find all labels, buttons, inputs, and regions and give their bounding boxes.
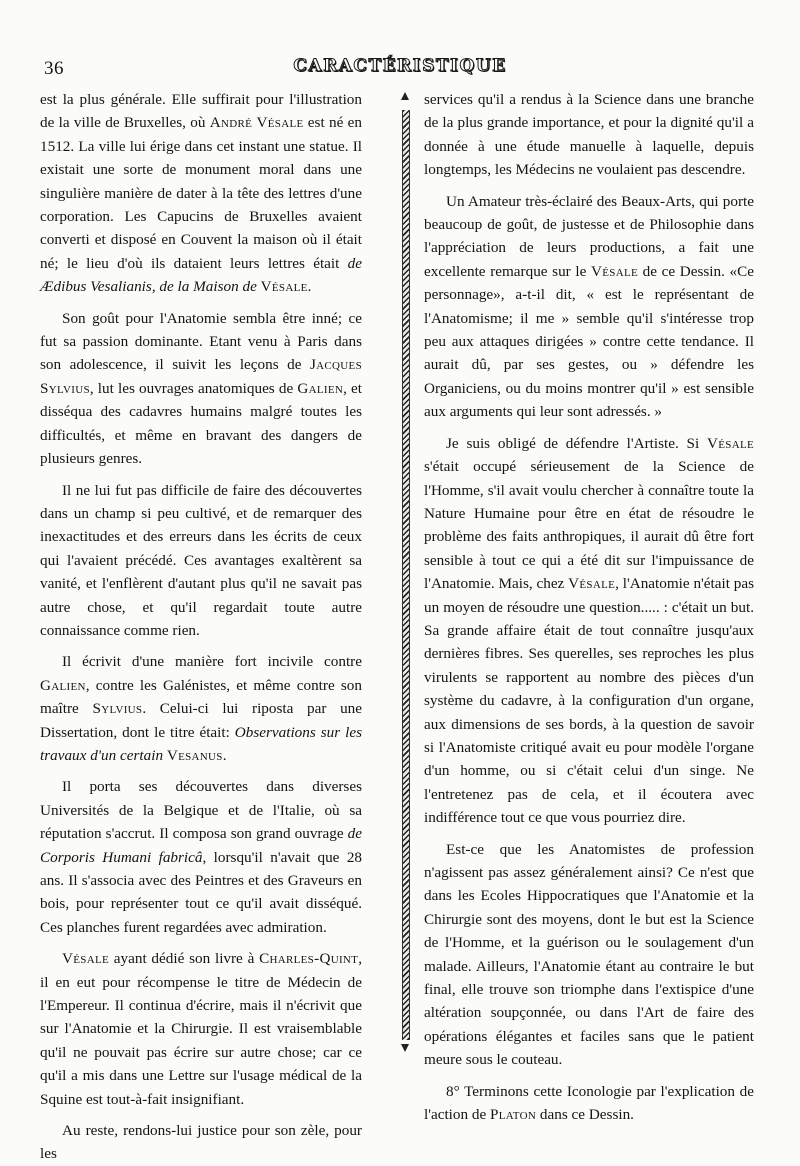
text: . <box>307 278 312 296</box>
work-title: Observations sur les travaux d'un certain <box>40 723 362 764</box>
divider-finial-top <box>401 92 409 100</box>
text: Son goût pour l'Anatomie sembla être inné; ce fut sa passion dominante. Etant venu à Paris dans son adolescence, il suivit les leçons de <box>40 309 362 374</box>
paragraph: Il ne lui fut pas difficile de faire des découvertes dans un champ si peu cultivé, et de remarquer des inexactitudes et des erreurs dans les écrits de ceux qui l'avaient précédé. Ces avantages exaltèrent sa vanité, et l'enflèrent d'autant plus qu'il ne savait pas autre chose, et qu'il regardait toute autre connaissance comme rien. <box>40 481 362 639</box>
text: Il porta ses découvertes dans diverses Universités de la Belgique et de l'Italie, où sa réputation s'accrut. Il composa son grand ouvrage <box>40 778 362 843</box>
text: Je suis obligé de défendre l'Artiste. Si <box>446 434 707 452</box>
text: , il en eut pour récompense le titre de Médecin de l'Empereur. Il continua d'écrire, mais il n'écrivit que sur l'Anatomie et la Chirurgie. Il est vraisemblable qu'il ne pouvait pas écrire sur autre chose; car ce qu'il a mis dans une Lettre sur l'usage médical de la Squine est tout-à-fait insignifiant. <box>40 950 362 1108</box>
left-column <box>40 88 362 1166</box>
person-name: Jacques Sylvius <box>40 356 362 397</box>
divider-finial-bottom <box>401 1044 409 1052</box>
paragraph <box>40 88 362 299</box>
person-name: Vésale <box>62 950 109 968</box>
ornamental-column-divider <box>397 92 413 1057</box>
person-name: Vésale <box>568 575 616 593</box>
text: 8° Terminons cette Iconologie par l'explication de l'action de <box>424 1082 754 1124</box>
text: , <box>151 278 160 296</box>
text: dans ce Dessin. <box>536 1106 634 1124</box>
text: , contre les Galénistes, et même contre son maître <box>40 676 362 718</box>
italic-phrase: de la Maison de <box>159 278 257 296</box>
person-name: Charles-Quint <box>259 950 359 968</box>
person-name: Vésale <box>260 278 308 296</box>
person-name: André Vésale <box>209 114 304 132</box>
text: s'était occupé sérieusement de la Science de l'Homme, s'il avait voulu chercher à connaître toute la Nature Humaine pour être en état de résoudre le problème des faits anthropiques, il aurait dû être fort sensible à tout ce qui a été dit sur l'impuissance de l'Anatomie. Mais, chez <box>424 458 754 593</box>
paragraph <box>424 190 754 424</box>
paragraph <box>40 650 362 767</box>
person-name: Vesanus <box>166 746 223 764</box>
page-number: 36 <box>44 58 64 79</box>
text: Un Amateur très-éclairé des Beaux-Arts, qui porte beaucoup de goût, de justesse et de Philosophie dans l'appréciation de leurs productions, a fait une excellente remarque sur le <box>424 192 754 280</box>
right-column <box>424 88 754 1126</box>
text: , lorsqu'il n'avait que 28 ans. Il s'associa avec des Peintres et des Graveurs en bois, pour représenter tout ce qu'il avait disséqué. Ces planches furent regardées avec admiration. <box>40 848 363 936</box>
paragraph <box>40 307 362 471</box>
paragraph: Au reste, rendons-lui justice pour son zèle, pour les <box>40 1122 362 1163</box>
text: de ce Dessin. «Ce personnage», a-t-il dit, « est le représentant de l'Anatomisme; il me » semble qu'il s'intéresse trop peu aux attaques dirigées » contre cette tendance. Il aurait dû, par ses gestes, ou » défendre les Organiciens, ou du moins montrer qu'il » est sensible aux arguments qui leur sont adressés. » <box>424 262 754 421</box>
rope-ornament <box>402 110 410 1040</box>
running-title: CARACTÉRISTIQUE <box>293 56 507 76</box>
paragraph: services qu'il a rendus à la Science dans une branche de la plus grande importance, et pour la dignité qu'il a donnée à une étude manuelle à laquelle, depuis longtemps, les Médecins ne voulaient pas descendre. <box>424 91 754 179</box>
text: . Celui-ci lui riposta par une Dissertation, dont le titre était: <box>40 700 362 741</box>
person-name: Vésale <box>591 262 638 280</box>
person-name: Galien <box>40 676 86 694</box>
text: ayant dédié son livre à <box>109 950 260 968</box>
paragraph <box>424 432 754 830</box>
text: , lut les ouvrages anatomiques de <box>89 379 298 397</box>
latin-phrase: de Ædibus Vesalianis <box>40 254 362 296</box>
paragraph <box>40 775 362 939</box>
text: Il écrivit d'une manière fort incivile contre <box>62 653 362 671</box>
paragraph <box>424 1080 754 1127</box>
person-name: Galien <box>297 379 344 397</box>
text: , et disséqua des cadavres humains malgré toutes les difficultés, et même en bravant des dangers de plusieurs genres. <box>40 379 362 468</box>
text: est la plus générale. Elle suffirait pour l'illustration de la ville de Bruxelles, où <box>40 91 362 132</box>
person-name: Vésale <box>707 434 754 452</box>
paragraph <box>40 947 362 1111</box>
work-title: de Corporis Humani fabricâ <box>40 825 362 866</box>
paragraph: Est-ce que les Anatomistes de profession n'agissent pas assez généralement ainsi? Ce n'est que dans les Ecoles Hippocratiques que l'Anatomie et la Chirurgie sont des moyens, dont le but est la Science de l'Homme, et la guérison ou le soulagement d'un malade. Ailleurs, l'Anatomie étant au contraire le but final, elle trouve son triomphe dans l'extispice d'une altération soupçonnée, ou dans l'Art de faire des opérations élégantes et faciles sans que le patient meure sous le couteau. <box>424 840 754 1069</box>
text: , l'Anatomie n'était pas un moyen de résoudre une question..... : c'était un but. Sa grande affaire était de tout connaître jusqu'aux dernières fibres. Ses querelles, ses reproches les plus virulents se rapportent au nombre des pièces d'un système du cadavre, à la configuration d'un organe, aux dimensions de ses bords, à la question de savoir si l'Anatomiste critiqué avait eu pour modèle l'organe d'un homme, ou si c'était celui d'un singe. Ne l'entretenez pas de cela, et il écoutera avec indifférence tout ce que vous pourriez dire. <box>424 575 754 827</box>
text: . <box>222 746 227 764</box>
text: est né en 1512. La ville lui érige dans cet instant une statue. Il existait une sorte de monument moral dans une singulière manière de dater à la tête des lettres d'une corporation. Les Capucins de Bruxelles avaient converti et disposé en Couvent la maison où il était né; le lieu d'où ils dataient leurs lettres était <box>40 114 362 272</box>
person-name: Sylvius <box>92 700 143 718</box>
person-name: Platon <box>490 1106 537 1124</box>
